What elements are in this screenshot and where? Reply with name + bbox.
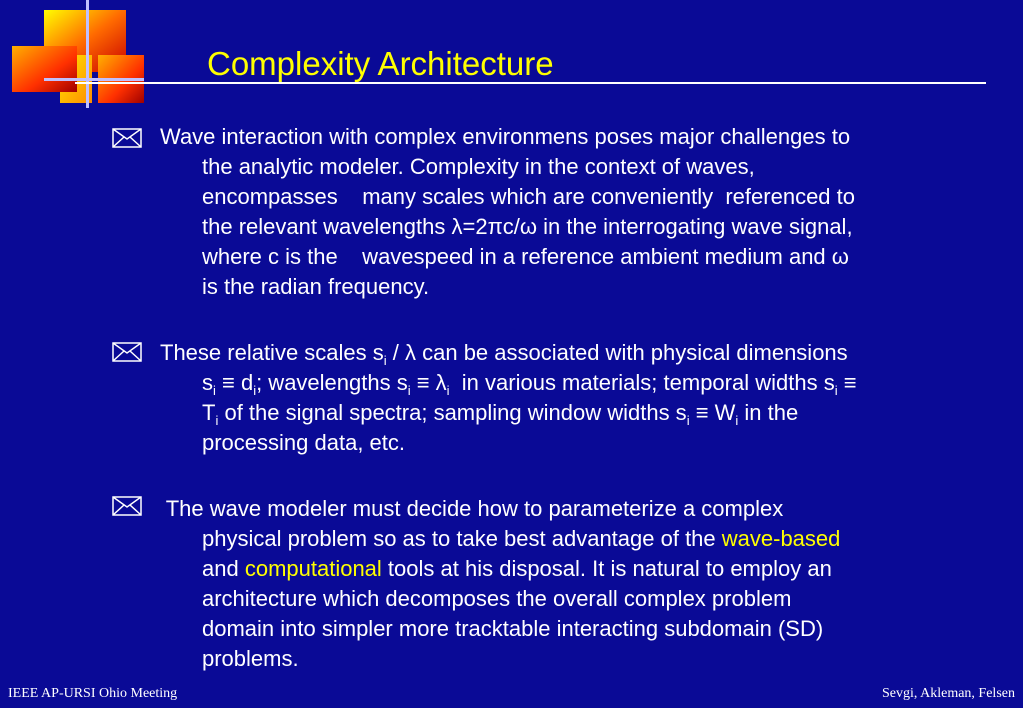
bullet-3-text — [160, 494, 1000, 674]
bullet-2-line: These relative scales $s_i$ / λ can be associated with physical dimensions — [160, 340, 848, 368]
bullet-1-line: Wave interaction with complex environmens poses major challenges to — [160, 124, 851, 149]
envelope-bullet-icon — [112, 128, 142, 148]
highlight-computational: computational — [244, 556, 382, 581]
bullet-2-line: $s_i \equiv d_i$; wavelengths $s_i \equiv \lambda_i$ in various materials; temporal widths $s_i$ ≡ — [202, 370, 857, 398]
highlight-wave-based: wave-based — [721, 526, 841, 551]
bullet-1-line: is the radian frequency. — [202, 274, 430, 299]
bullet-3-line: and computational tools at his disposal. It is natural to employ an — [202, 556, 832, 581]
bullet-1-line: encompasses many scales which are conveniently referenced to — [202, 184, 855, 209]
bullet-2-line: processing data, etc. — [202, 430, 406, 455]
bullet-2-line: $T_i$ of the signal spectra; sampling window widths $s_i \equiv W_i$ in the — [202, 400, 799, 428]
envelope-bullet-icon — [112, 496, 142, 516]
footer-left: IEEE AP-URSI Ohio Meeting — [8, 686, 178, 701]
bullet-3-line: domain into simpler more tracktable interacting subdomain (SD) — [202, 616, 824, 641]
bullet-2-text — [160, 338, 1000, 458]
bullet-3-line: The wave modeler must decide how to parameterize a complex — [160, 496, 784, 521]
bullet-1-line: where c is the wavespeed in a reference ambient medium and ω — [202, 244, 849, 269]
bullet-3-line: physical problem so as to take best advantage of the wave-based — [202, 526, 841, 551]
bullet-1-text — [160, 122, 1000, 302]
bullet-3-line: architecture which decomposes the overall complex problem — [202, 586, 792, 611]
decorative-logo — [0, 0, 150, 110]
footer-right: Sevgi, Akleman, Felsen — [882, 686, 1015, 701]
bullet-1-line: the relevant wavelengths λ=2πc/ω in the interrogating wave signal, — [202, 214, 853, 239]
bullet-3-line: problems. — [202, 646, 299, 671]
title-underline — [75, 82, 986, 84]
bullet-1-line: the analytic modeler. Complexity in the context of waves, — [202, 154, 755, 179]
envelope-bullet-icon — [112, 342, 142, 362]
slide-title: Complexity Architecture — [207, 45, 554, 82]
